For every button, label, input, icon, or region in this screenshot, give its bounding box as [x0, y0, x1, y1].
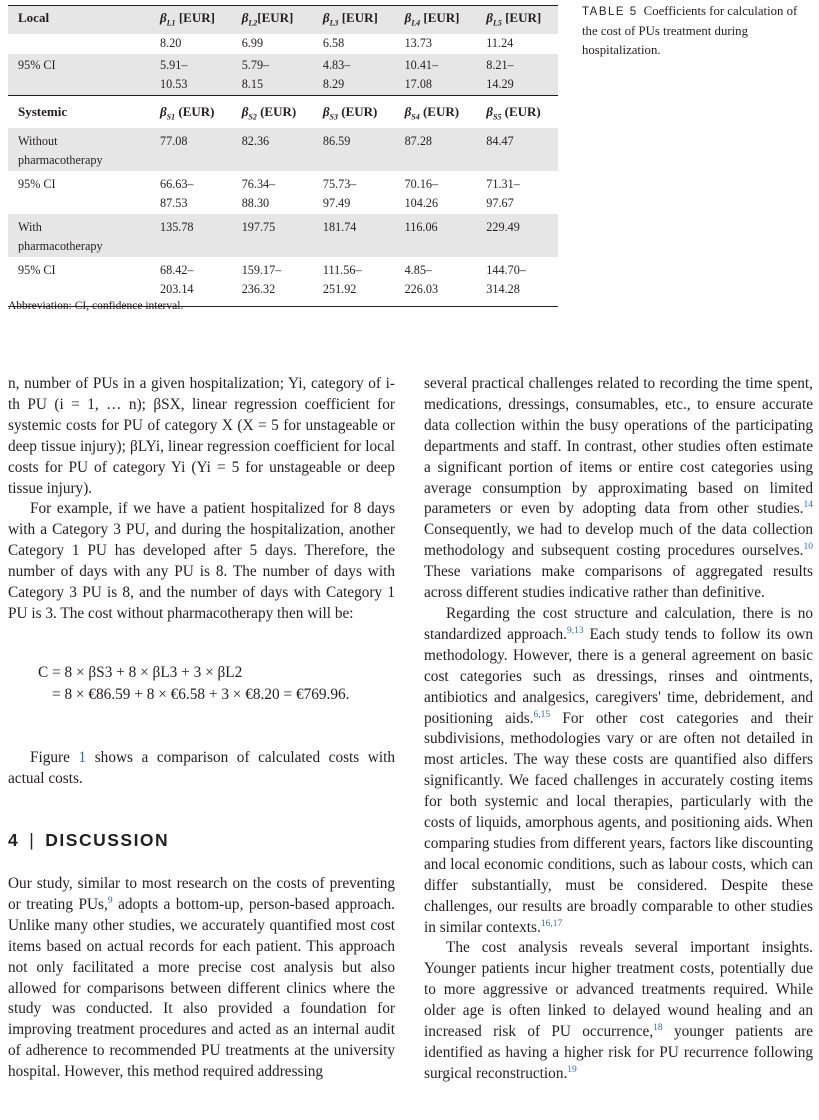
local-header-row — [8, 6, 558, 35]
systemic-header-row — [8, 95, 558, 128]
systemic-label: Systemic — [8, 95, 150, 128]
table-cell: 82.36 — [232, 128, 313, 171]
citation-link[interactable]: 9,13 — [567, 625, 584, 636]
section-title: DISCUSSION — [45, 830, 170, 850]
table-cell: 181.74 — [313, 214, 395, 257]
table-cell: 111.56– 251.92 — [313, 257, 395, 307]
table-cell: 5.91– — [150, 54, 232, 76]
without-row — [8, 128, 558, 171]
figure-link[interactable]: 1 — [78, 749, 87, 766]
ci-label: 95% CI — [18, 176, 56, 191]
citation-link[interactable]: 6,15 — [533, 709, 551, 720]
table-cell: 14.29 — [476, 75, 558, 95]
table-cell: 159.17– 236.32 — [232, 257, 313, 307]
table-cell: 144.70– 314.28 — [476, 257, 558, 307]
cost-structure-paragraph: Regarding the cost structure and calculation, there is no standardized approach.$^{9,13}$ Each study tends to follow its own methodology. However, there is a general agreement on basic cost categories such as dressings, rinses and ointments, antibiotics and analgesics, caregivers' time, debridement, and positioning aids.$^{6,15}$ For other cost categories and their subdivisions, methodologies vary or are often not detailed in most articles. The way these costs are quantified also differs significantly. We faced challenges in accurately costing items for both systemic and local therapies, particularly with the costs of liquids, amorphous agents, and positioning aids. When comparing studies from different years, factors like discounting and local economic conditions, such as labour costs, which can differ substantially, must be considered. Despite these challenges, our results are broadly comparable to other studies in similar contexts.$^{16,17}$ — [424, 604, 813, 936]
beta-l2-header: $\beta_{L2}[EUR]$ — [232, 6, 313, 35]
variable-definitions: n, number of PUs in a given hospitalization; Yi, category of i-th PU (i = 1, … n); βSX, linear regression coefficient for systemic costs for PU of category X (X = 5 for unstageable or deep tissue injury); βLYi, linear regression coefficient for local costs for PU of category Yi (Yi = 5 for unstageable or deep tissue injury). — [8, 375, 395, 497]
table-cell: 4.85– 226.03 — [395, 257, 477, 307]
table-cell: 70.16– 104.26 — [404, 176, 439, 211]
insights-paragraph: The cost analysis reveals several important insights. Younger patients incur higher treatment costs, potentially due to more aggressive or advanced treatments required. While older age is often linked to delayed wound healing and an increased risk of PU occurrence,$^{18}$ younger patients are identified as having a higher risk for PU recurrence following surgical reconstruction.$^{19}$ — [424, 939, 813, 1082]
table-cell: 135.78 — [150, 214, 232, 257]
citation-link[interactable]: 9 — [107, 895, 113, 906]
citation-link[interactable]: 19 — [567, 1064, 577, 1075]
table-cell: 75.73– 97.49 — [322, 176, 357, 211]
table-cell: 66.63– 87.53 — [160, 176, 194, 211]
citation-link[interactable]: 16,17 — [540, 918, 563, 929]
table-cell: 17.08 — [395, 75, 477, 95]
table-cell: 71.31– 97.67 — [486, 176, 520, 211]
table-cell: 116.06 — [395, 214, 477, 257]
local-ci-row — [8, 54, 558, 76]
table-cell: 86.59 — [313, 128, 395, 171]
table-cell: 229.49 — [476, 214, 558, 257]
ci-label: 95% CI — [8, 54, 150, 76]
table-cell: 8.20 — [160, 36, 182, 51]
section-number: 4 — [8, 830, 20, 850]
beta-s3-header: $\beta_{S3}$ (EUR) — [313, 95, 395, 128]
table-cell: 68.42– 203.14 — [150, 257, 232, 307]
table-label: TABLE 5 — [582, 6, 638, 18]
table-cell: 10.53 — [150, 75, 232, 95]
without-label: Without pharmacotherapy — [8, 128, 150, 171]
with-row — [8, 214, 558, 257]
table-cell: 5.79– — [232, 54, 313, 76]
table-cell: 8.15 — [232, 75, 313, 95]
figure-reference-paragraph: Figure 1 shows a comparison of calculated costs with actual costs. — [8, 749, 395, 787]
table-cell: 197.75 — [232, 214, 313, 257]
beta-l4-header: $\beta_{L4}$ [EUR] — [395, 6, 477, 35]
beta-s4-header: $\beta_{S4}$ (EUR) — [395, 95, 477, 128]
beta-s2-header: $\beta_{S2}$ (EUR) — [232, 95, 313, 128]
table-footnote: Abbreviation: CI, confidence interval. — [8, 300, 184, 312]
beta-l1-header: $\beta_{L1}$ [EUR] — [150, 6, 232, 35]
section-heading — [8, 830, 169, 851]
local-ci-high-row — [8, 75, 558, 95]
table-cell: 10.41– — [395, 54, 477, 76]
table-cell: 87.28 — [395, 128, 477, 171]
discussion-paragraph: Our study, similar to most research on the costs of preventing or treating PUs,$^9$ adopts a bottom-up, person-based approach. Unlike many other studies, we accurately quantified most cost items based on actual records for each patient. This approach not only facilitated a more precise cost analysis but also allowed for comparisons between different clinics where the study was conducted. It also provided a foundation for improving treatment procedures and acted as an internal audit of adherence to recommended PU treatments at the university hospital. However, this method required addressing — [8, 875, 395, 1081]
table-cell: 6.99 — [241, 36, 264, 51]
cost-equation-line-2: = 8 × €86.59 + 8 × €6.58 + 3 × €8.20 = €769.96. — [52, 686, 350, 703]
ci-label: 95% CI — [8, 257, 150, 307]
table-cell: 77.08 — [150, 128, 232, 171]
heading-separator: | — [29, 830, 36, 850]
with-label: With pharmacotherapy — [8, 214, 150, 257]
table-cell: 76.34– 88.30 — [241, 176, 276, 211]
beta-s1-header: $\beta_{S1}$ (EUR) — [150, 95, 232, 128]
local-values-row — [8, 34, 558, 54]
table-cell: 13.73 — [404, 36, 432, 51]
right-column — [424, 374, 813, 1085]
table-cell: 4.83– — [313, 54, 395, 76]
citation-link[interactable]: 10 — [803, 542, 813, 553]
table-caption — [582, 2, 810, 60]
citation-link[interactable]: 14 — [803, 500, 813, 511]
beta-s5-header: $\beta_{S5}$ (EUR) — [476, 95, 558, 128]
beta-l5-header: $\beta_{L5}$ [EUR] — [476, 6, 558, 35]
beta-l3-header: $\beta_{L3}$ [EUR] — [313, 6, 395, 35]
citation-link[interactable]: 18 — [653, 1023, 663, 1033]
example-paragraph: For example, if we have a patient hospitalized for 8 days with a Category 3 PU, and during the hospitalization, another Category 1 PU has developed after 5 days. Therefore, the number of days with any PU is 8. The number of days with Category 3 PU is 8, and the number of days with Category 1 PU is 3. The cost without pharmacotherapy then will be: — [8, 500, 395, 622]
left-column — [8, 374, 395, 625]
table-cell: 8.29 — [313, 75, 395, 95]
local-label: Local — [8, 6, 150, 35]
table-cell: 8.21– — [476, 54, 558, 76]
without-ci-row — [8, 171, 558, 214]
table-cell: 84.47 — [476, 128, 558, 171]
coefficients-table — [8, 5, 558, 307]
cost-equation-line-1: C = 8 × βS3 + 8 × βL3 + 3 × βL2 — [38, 664, 243, 681]
table-cell: 11.24 — [486, 36, 514, 51]
with-ci-row — [8, 257, 558, 307]
caption-text: Coefficients for calculation of the cost of PUs treatment during hospitalization. — [582, 4, 798, 57]
practical-challenges-paragraph: several practical challenges related to recording the time spent, medications, dressings, consumables, etc., to ensure accurate data collection within the busy operations of the participating departments and staff. In contrast, other studies often estimate a significant portion of items or entire cost categories using average consumption by approximating based on limited parameters or even by adopting data from other studies.$^{14}$ Consequently, we had to develop much of the data collection methodology and subsequent costing procedures ourselves.$^{10}$ These variations make comparisons of aggregated results across different studies indicative rather than definitive. — [424, 375, 813, 602]
table-cell: 6.58 — [322, 36, 345, 51]
